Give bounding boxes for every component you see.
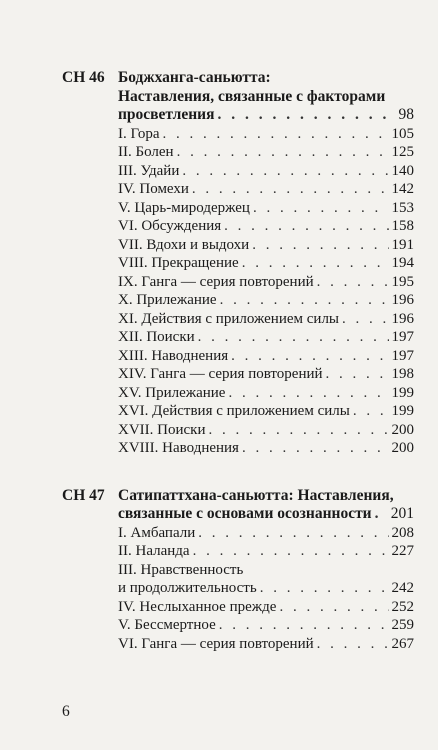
toc-entry-title: V. Царь-миродержец [118, 199, 250, 216]
toc-entry-list [118, 524, 414, 561]
section-heading-line: Сатипаттхана-саньютта: Наставления, [118, 487, 394, 504]
leader-dots [220, 291, 389, 310]
toc-entry [118, 310, 414, 329]
toc-entry [118, 328, 414, 347]
page-number: 6 [62, 703, 70, 720]
leader-dots [242, 439, 389, 458]
section-heading-last: связанные с основами осознанности [118, 505, 372, 522]
toc-entry-title: II. Болен [118, 144, 174, 160]
toc-entry [118, 524, 414, 543]
leader-dots [317, 635, 389, 654]
toc-entry [118, 421, 414, 440]
section-body [118, 68, 414, 458]
leader-dots [252, 236, 388, 255]
toc-entry [118, 439, 414, 458]
toc-entry [118, 199, 414, 218]
page-ref: 200 [391, 421, 414, 438]
toc-entry-title: XVII. Поиски [118, 421, 206, 438]
page-ref: 191 [391, 236, 414, 253]
toc-entry-title: и продолжительность [118, 580, 257, 596]
leader-dots [353, 402, 389, 421]
toc-entry [118, 365, 414, 384]
section-heading-line: Наставления, связанные с факторами [118, 88, 386, 105]
page-ref: 201 [390, 505, 414, 522]
toc-entry-title: IX. Ганга — серия повторений [118, 273, 314, 290]
toc-entry [118, 616, 414, 635]
toc-entry-list [118, 125, 414, 458]
toc-entry-title: VIII. Прекращение [118, 255, 239, 271]
leader-dots [224, 217, 388, 236]
page-ref: 196 [391, 310, 414, 327]
toc-entry [118, 347, 414, 366]
leader-dots [198, 524, 388, 543]
section-code: CH 46 [62, 69, 105, 86]
toc-entry-title: VI. Ганга — серия повторений [118, 635, 314, 652]
toc-entry [118, 542, 414, 561]
page-ref: 142 [391, 181, 414, 197]
page-ref: 199 [391, 384, 414, 401]
leader-dots [193, 542, 389, 561]
toc-entry [118, 384, 414, 403]
section-heading-last: просветления [118, 106, 215, 123]
page-ref: 153 [391, 199, 414, 216]
toc-entry [118, 273, 414, 292]
toc-entry [118, 635, 414, 654]
page-ref: 105 [391, 125, 414, 142]
leader-dots [209, 421, 389, 440]
page-ref: 199 [391, 403, 414, 419]
page-ref: 194 [391, 255, 414, 271]
leader-dots [182, 162, 388, 181]
toc-entry [118, 143, 414, 162]
leader-dots [326, 365, 389, 384]
toc-entry-title: XVI. Действия с приложением силы [118, 403, 350, 419]
toc-entry-title: XIV. Ганга — серия повторений [118, 366, 323, 382]
leader-dots [192, 180, 389, 199]
toc-entry [118, 236, 414, 255]
section-body [118, 486, 414, 653]
page-ref: 158 [391, 218, 414, 234]
section-heading-line: Боджханга-саньютта: [118, 69, 271, 86]
leader-dots [177, 143, 389, 162]
toc-entry-title: XI. Действия с приложением силы [118, 310, 340, 327]
page-ref: 200 [391, 440, 414, 456]
page-ref: 208 [391, 524, 414, 541]
section-heading-entry [118, 505, 414, 524]
toc-entry [118, 180, 414, 199]
toc-entry [118, 291, 414, 310]
toc-entry-title: IV. Помехи [118, 181, 189, 197]
page-ref: 242 [391, 580, 414, 596]
toc-entry-first-line: III. Нравственность [118, 561, 244, 578]
page-ref: 125 [391, 144, 414, 160]
toc-entry-list [118, 598, 414, 654]
leader-dots [375, 505, 388, 524]
leader-dots [279, 598, 388, 617]
leader-dots [228, 384, 388, 403]
leader-dots [217, 106, 395, 125]
page-ref: 197 [391, 347, 414, 364]
leader-dots [242, 254, 389, 273]
page-ref: 267 [391, 635, 414, 652]
page-ref: 227 [391, 543, 414, 559]
toc-entry-title: I. Амбапали [118, 524, 196, 541]
page-ref: 259 [391, 617, 414, 633]
toc-entry [118, 402, 414, 421]
leader-dots [163, 125, 389, 144]
page-ref: 98 [398, 106, 414, 123]
page-ref: 198 [391, 366, 414, 382]
page-ref: 140 [391, 162, 414, 179]
leader-dots [253, 199, 389, 218]
toc-entry-title: VI. Обсуждения [118, 218, 222, 234]
toc-entry-title: XVIII. Наводнения [118, 440, 239, 456]
page-ref: 195 [391, 273, 414, 290]
toc-entry-title: I. Гора [118, 125, 160, 142]
leader-dots [219, 616, 389, 635]
toc-entry [118, 598, 414, 617]
leader-dots [317, 273, 389, 292]
toc-entry-title: XIII. Наводнения [118, 347, 229, 364]
toc-entry [118, 579, 414, 598]
page-ref: 197 [391, 329, 414, 345]
toc-entry-title: XV. Прилежание [118, 384, 226, 401]
page-ref: 252 [391, 598, 414, 615]
leader-dots [260, 579, 389, 598]
toc-entry [118, 254, 414, 273]
toc-entry-title: X. Прилежание [118, 292, 217, 308]
toc-entry-title: IV. Неслыханное прежде [118, 598, 277, 615]
section-code: CH 47 [62, 487, 105, 504]
section-heading-entry [118, 106, 414, 125]
toc-entry [118, 162, 414, 181]
toc-entry-title: V. Бессмертное [118, 617, 216, 633]
leader-dots [231, 347, 388, 366]
toc-entry [118, 125, 414, 144]
toc-entry-title: VII. Вдохи и выдохи [118, 236, 250, 253]
toc-entry [118, 217, 414, 236]
leader-dots [342, 310, 388, 329]
toc-entry-title: III. Удайи [118, 162, 180, 179]
toc-entry-title: XII. Поиски [118, 329, 195, 345]
leader-dots [198, 328, 389, 347]
toc-entry-title: II. Наланда [118, 543, 190, 559]
page-ref: 196 [391, 292, 414, 308]
